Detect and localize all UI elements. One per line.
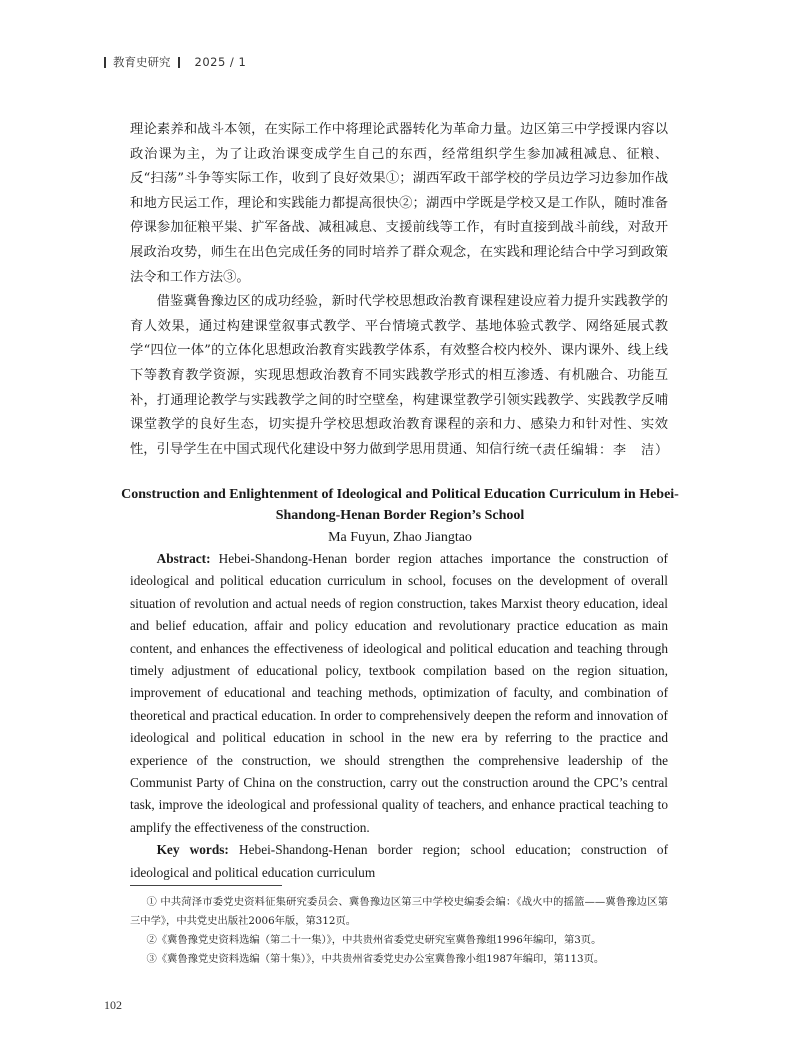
body-paragraph-2: 借鉴冀鲁豫边区的成功经验，新时代学校思想政治教育课程建设应着力提升实践教学的育人效果，通过构建课堂叙事式教学、平台情境式教学、基地体验式教学、网络延展式教学“四位一体”的立体化思想政治教育实践教学体系，有效整合校内校外、课内课外、线上线下等教育教学资源，实现思想政治教育不同实践教学形式的相互渗透、有机融合、功能互补，打通理论教学与实践教学之间的时空壁垒，构建课堂教学引领实践教学、实践教学反哺课堂教学的良好生态，切实提升学校思想政治教育课程的亲和力、感染力和针对性、实效性，引导学生在中国式现代化建设中努力做到学思用贯通、知信行统一。 (130, 294, 668, 457)
page-number: 102 (104, 998, 122, 1012)
header-bar-left (104, 57, 106, 68)
journal-name: 教育史研究 (113, 55, 171, 69)
keywords-paragraph (130, 839, 668, 884)
footnote-3: ③《冀鲁豫党史资料选编（第十集）》，中共贵州省委党史办公室冀鲁豫小组1987年编印，第113页。 (146, 953, 605, 965)
footnotes (130, 893, 668, 969)
footnote-divider (130, 885, 282, 886)
chinese-body-text (130, 118, 668, 462)
footnote-2: ②《冀鲁豫党史资料选编（第二十一集）》，中共贵州省委党史研究室冀鲁豫组1996年编印，第3页。 (146, 934, 602, 946)
issue-number: 2025 / 1 (194, 55, 247, 69)
running-header (104, 54, 246, 70)
body-paragraph-1: 理论素养和战斗本领，在实际工作中将理论武器转化为革命力量。边区第三中学授课内容以政治课为主，为了让政治课变成学生自己的东西，经常组织学生参加减租减息、征粮、反“扫荡”斗争等实际工作，收到了良好效果①；湖西军政干部学校的学员边学习边参加作战和地方民运工作，理论和实践能力都提高很快②；湖西中学既是学校又是工作队，随时准备停课参加征粮平粜、扩军备战、减租减息、支援前线等工作，有时直接到战斗前线，对敌开展政治攻势，师生在出色完成任务的同时培养了群众观念，在实践和理论结合中学习到政策法令和工作方法③。 (130, 122, 668, 285)
responsible-editor: （责任编辑：李 洁） (528, 443, 669, 458)
english-authors: Ma Fuyun, Zhao Jiangtao (328, 530, 472, 545)
keywords-text: Hebei-Shandong-Henan border region; school education; construction of ideological and political education curriculum (130, 842, 668, 880)
abstract-paragraph (130, 548, 668, 839)
header-bar-right (178, 57, 180, 68)
abstract-label: Abstract: (156, 551, 211, 566)
keywords-label: Key words: (156, 842, 229, 858)
english-abstract (130, 548, 668, 884)
english-title: Construction and Enlightenment of Ideological and Political Education Curriculum in Hebei-Shandong-Henan Border Region’s School (121, 487, 679, 523)
footnote-1: ① 中共菏泽市委党史资料征集研究委员会、冀鲁豫边区第三中学校史编委会编：《战火中的摇篮——冀鲁豫边区第三中学》，中共党史出版社2006年版，第312页。 (130, 896, 668, 927)
abstract-text: Hebei-Shandong-Henan border region attaches importance the construction of ideological and political education curriculum in school, focuses on the development of overall situation of revolution and actual needs of region construction, takes Marxist theory education, ideal and belief education, affair and policy education and revolutionary practice education as main content, and enhances the effectiveness of ideological and political education and teaching through timely adjustment of educational policy, textbook compilation based on the region situation, improvement of educational and teaching methods, optimization of faculty, and combination of theoretical and practical education. In order to comprehensively deepen the reform and innovation of ideological and political education in school in the new era by referring to the practice and experience of the construction, we should strengthen the comprehensive leadership of the Communist Party of China on the construction, carry out the construction around the CPC’s central task, improve the ideological and professional quality of teachers, and enhance practical teaching to amplify the effectiveness of the construction. (130, 551, 668, 835)
